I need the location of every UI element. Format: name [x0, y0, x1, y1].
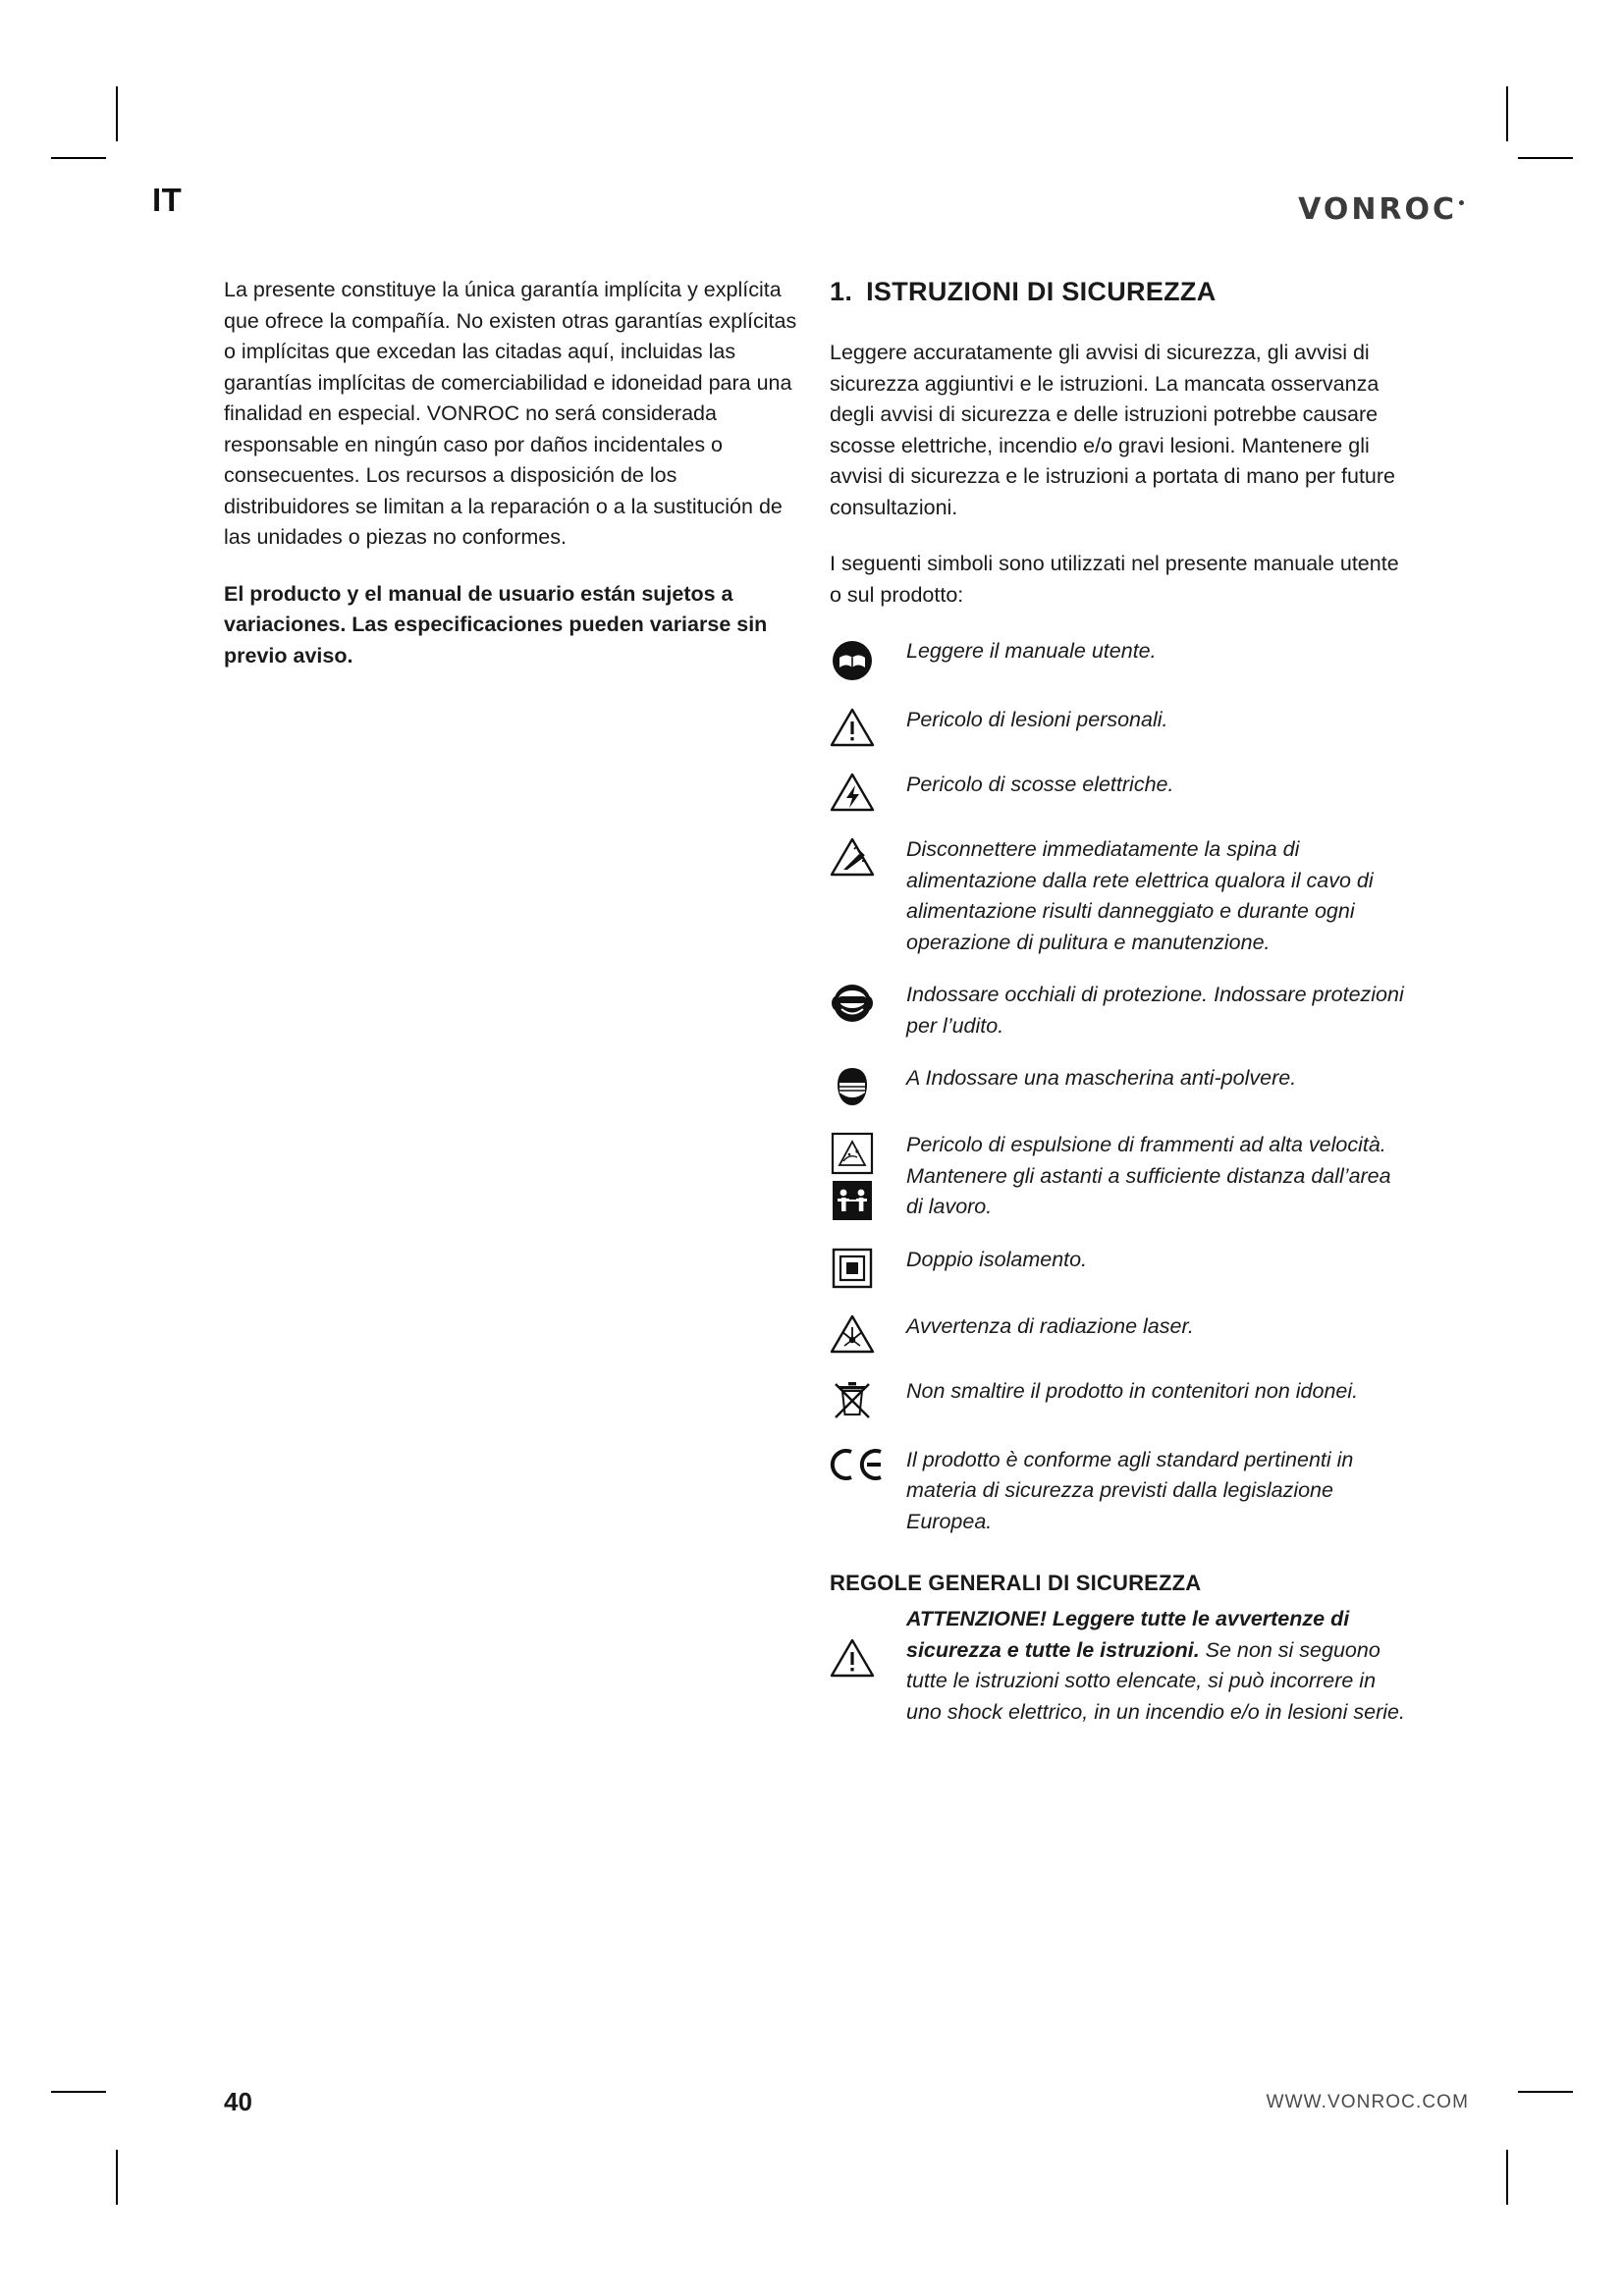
crop-mark: [1506, 2150, 1508, 2205]
symbol-row: [830, 1445, 1409, 1538]
read-manual-icon: [830, 636, 906, 683]
crop-mark: [116, 86, 118, 141]
attention-rest: Se non si seguono tutte le istruzioni sotto elencate, si può incorrere in uno shock elettrico, in un incendio e/o in lesioni serie.: [906, 1637, 1405, 1724]
symbol-row: [830, 1376, 1409, 1423]
symbol-text: A Indossare una mascherina anti-polvere.: [906, 1066, 1297, 1090]
safety-intro-paragraph: Leggere accuratamente gli avvisi di sicurezza, gli avvisi di sicurezza aggiuntivi e le istruzioni. La mancata osservanza degli avvisi di sicurezza e delle istruzioni potrebbe causare scosse elettriche, incendio e/o gravi lesioni. Mantenere gli avvisi di sicurezza e le istruzioni a portata di mano per future consultazioni.: [830, 341, 1395, 519]
ce-mark-icon: [830, 1445, 906, 1482]
double-insulation-icon: [830, 1245, 906, 1290]
brand-text: VONROC: [1298, 192, 1458, 227]
symbol-row: [830, 1130, 1409, 1223]
symbol-row: [830, 1311, 1409, 1355]
unplug-power-icon: [830, 834, 906, 878]
symbol-row: [830, 1245, 1409, 1290]
page-title: [830, 275, 1409, 308]
symbol-text: Leggere il manuale utente.: [906, 639, 1157, 663]
symbol-row: [830, 1063, 1409, 1108]
attention-row: [830, 1604, 1409, 1728]
symbol-text: Il prodotto è conforme agli standard pertinenti in materia di sicurezza previsti dalla legislazione Europea.: [906, 1447, 1354, 1533]
symbol-text: Indossare occhiali di protezione. Indossare protezioni per l’udito.: [906, 983, 1404, 1038]
symbol-text: Avvertenza di radiazione laser.: [906, 1313, 1194, 1338]
crop-mark: [1506, 86, 1508, 141]
symbol-row: [830, 834, 1409, 958]
variations-notice: El producto y el manual de usuario están sujetos a variaciones. Las especificaciones pueden variarse sin previo aviso.: [224, 581, 768, 667]
attention-text: [906, 1604, 1409, 1728]
brand-registered-mark: •: [1457, 196, 1469, 212]
language-code: IT: [152, 182, 183, 218]
warranty-paragraph: La presente constituye la única garantía implícita y explícita que ofrece la compañía. No existen otras garantías explícitas o implícitas que excedan las citadas aquí, incluidas las garantías implícitas de comerciabilidad e idoneidad para una finalidad en especial. VONROC no será considerada responsable en ningún caso por daños incidentales o consecuentes. Los recursos a disposición de los distribuidores se limitan a la reparación o a la sustitución de las unidades o piezas no conformes.: [224, 278, 797, 549]
left-column: [224, 275, 803, 697]
symbol-text: Non smaltire il prodotto in contenitori non idonei.: [906, 1378, 1359, 1403]
do-not-dispose-icon: [830, 1376, 906, 1423]
symbol-row: [830, 705, 1409, 748]
symbol-text: Doppio isolamento.: [906, 1247, 1088, 1271]
section-title-text: ISTRUZIONI DI SICUREZZA: [866, 277, 1217, 306]
symbol-text: Pericolo di lesioni personali.: [906, 708, 1168, 731]
page-number: 40: [224, 2087, 252, 2116]
flying-debris-keep-distance-icon: [830, 1130, 906, 1222]
crop-mark: [51, 157, 106, 159]
section-number: 1.: [830, 277, 853, 306]
eye-ear-protection-icon: [830, 980, 906, 1025]
crop-mark: [1518, 157, 1573, 159]
attention-bold-lead: ATTENZIONE! Leggere tutte le avvertenze di sicurezza e tutte le istruzioni.: [906, 1607, 1350, 1662]
footer-url: WWW.VONROC.COM: [1266, 2092, 1469, 2112]
dust-mask-icon: [830, 1063, 906, 1108]
electric-shock-icon: [830, 770, 906, 813]
symbol-text: Pericolo di espulsione di frammenti ad alta velocità. Mantenere gli astanti a sufficiente distanza dall’area di lavoro.: [906, 1133, 1391, 1218]
crop-mark: [116, 2150, 118, 2205]
symbol-row: [830, 636, 1409, 683]
laser-radiation-icon: [830, 1311, 906, 1355]
general-rules-title: REGOLE GENERALI DI SICUREZZA: [830, 1571, 1202, 1595]
symbol-text: Pericolo di scosse elettriche.: [906, 773, 1174, 796]
symbol-row: [830, 770, 1409, 813]
symbol-row: [830, 980, 1409, 1041]
crop-mark: [51, 2091, 106, 2093]
right-column: [830, 275, 1409, 1749]
symbols-intro-paragraph: I seguenti simboli sono utilizzati nel presente manuale utente o sul prodotto:: [830, 552, 1399, 607]
crop-mark: [1518, 2091, 1573, 2093]
warning-triangle-icon: [830, 1604, 906, 1679]
symbol-text: Disconnettere immediatamente la spina di alimentazione dalla rete elettrica qualora il cavo di alimentazione risulti danneggiato e durante ogni operazione di pulitura e manutenzione.: [906, 837, 1374, 954]
brand-logo: [1298, 192, 1469, 227]
warning-triangle-icon: [830, 705, 906, 748]
